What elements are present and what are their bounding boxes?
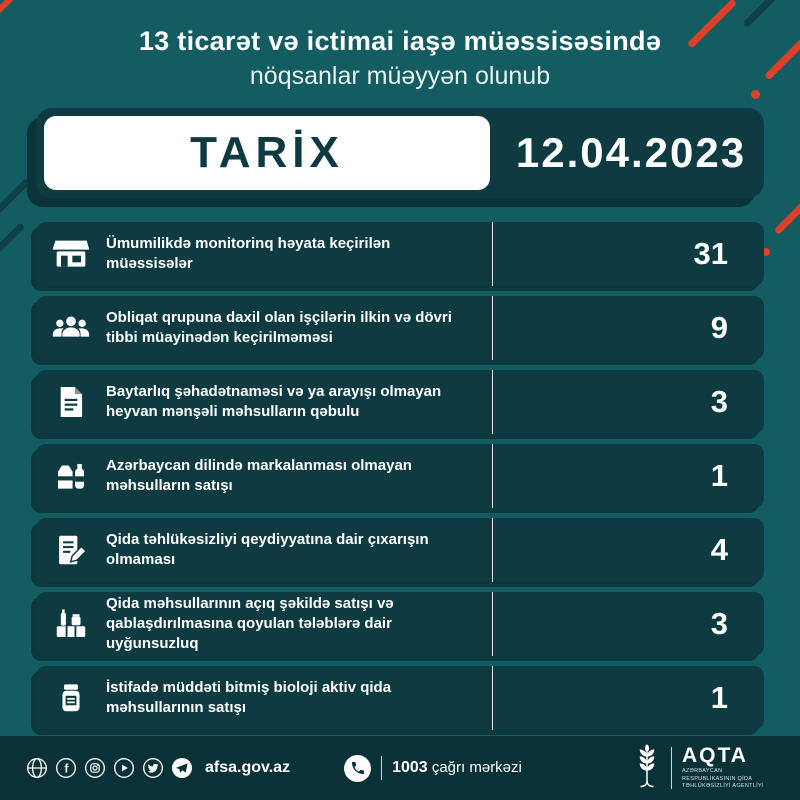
supplement-jar-icon — [36, 679, 106, 717]
stat-value: 4 — [492, 518, 764, 582]
title-line-1: 13 ticarət və ictimai iaşə müəssisəsində — [138, 26, 662, 56]
stat-value: 9 — [492, 296, 764, 360]
hotline-number: 1003 — [392, 759, 428, 776]
registry-pen-icon — [36, 531, 106, 569]
telegram-icon[interactable] — [171, 757, 193, 779]
svg-text:f: f — [64, 761, 69, 776]
date-label: TARİX — [44, 116, 490, 190]
hotline-label: çağrı mərkəzi — [427, 759, 522, 776]
decorative-dash — [0, 222, 25, 252]
stat-label: Qida təhlükəsizliyi qeydiyyatına dair çıxarışın olmaması — [106, 530, 429, 568]
stat-row-expired-supplements — [36, 666, 764, 730]
phone-icon — [344, 755, 371, 782]
certificate-document-icon — [36, 383, 106, 421]
decorative-dash — [0, 0, 19, 20]
date-header-card — [36, 108, 764, 198]
stat-row-medical-examination — [36, 296, 764, 360]
stat-row-labeling — [36, 444, 764, 508]
stat-label: İstifadə müddəti bitmiş bioloji aktiv qida məhsullarının satışı — [106, 678, 392, 716]
hotline-text — [392, 759, 522, 777]
aqta-caption: AZƏRBAYCAN RESPUBLİKASININ QİDA TƏHLÜKƏSİZLİYİ AGENTLİYİ — [682, 768, 764, 790]
dairy-products-icon — [36, 457, 106, 495]
stat-label: Qida məhsullarının açıq şəkildə satışı və qablaşdırılmasına qoyulan tələblərə dair uyğunsuzluq — [106, 594, 394, 653]
stat-value: 3 — [492, 370, 764, 434]
food-package-icon — [36, 605, 106, 643]
stat-row-monitored-facilities — [36, 222, 764, 286]
aqta-name: AQTA — [682, 744, 748, 768]
globe-icon[interactable] — [26, 757, 48, 779]
stat-value: 1 — [492, 666, 764, 730]
hotline — [344, 755, 522, 782]
stat-value: 1 — [492, 444, 764, 508]
stat-label: Baytarlıq şəhadətnaməsi və ya arayışı olmayan heyvan mənşəli məhsulların qəbulu — [106, 382, 442, 420]
stat-label: Ümumilikdə monitorinq həyata keçirilən müəssisələr — [106, 234, 391, 272]
twitter-icon[interactable] — [142, 757, 164, 779]
divider — [381, 756, 382, 780]
decorative-dash — [742, 0, 779, 28]
instagram-icon[interactable] — [84, 757, 106, 779]
stats-list — [36, 222, 764, 730]
stat-label: Obliqat qrupuna daxil olan işçilərin ilkin və dövri tibbi müayinədən keçirilməməsi — [106, 308, 452, 346]
aqta-logo — [633, 743, 774, 794]
stat-label: Azərbaycan dilində markalanması olmayan məhsulların satışı — [106, 456, 412, 494]
stat-value: 31 — [492, 222, 764, 286]
youtube-icon[interactable] — [113, 757, 135, 779]
wheat-icon — [633, 743, 661, 794]
decorative-dash — [774, 200, 800, 235]
stat-row-veterinary-certificate — [36, 370, 764, 434]
page-title — [0, 26, 800, 91]
stat-value: 3 — [492, 592, 764, 656]
divider — [671, 747, 672, 789]
title-line-2: nöqsanlar müəyyən olunub — [249, 62, 551, 90]
aqta-text-block — [682, 745, 774, 790]
decorative-dash — [0, 178, 31, 221]
social-icons — [26, 757, 193, 779]
date-value: 12.04.2023 — [515, 129, 747, 176]
storefront-icon — [36, 234, 106, 274]
stat-row-open-sale-packaging — [36, 592, 764, 656]
decorative-dot — [751, 90, 760, 99]
people-icon — [36, 308, 106, 348]
stat-row-registry-extract — [36, 518, 764, 582]
footer-bar — [0, 736, 800, 800]
website-link[interactable]: afsa.gov.az — [205, 759, 291, 776]
facebook-icon[interactable] — [55, 757, 77, 779]
